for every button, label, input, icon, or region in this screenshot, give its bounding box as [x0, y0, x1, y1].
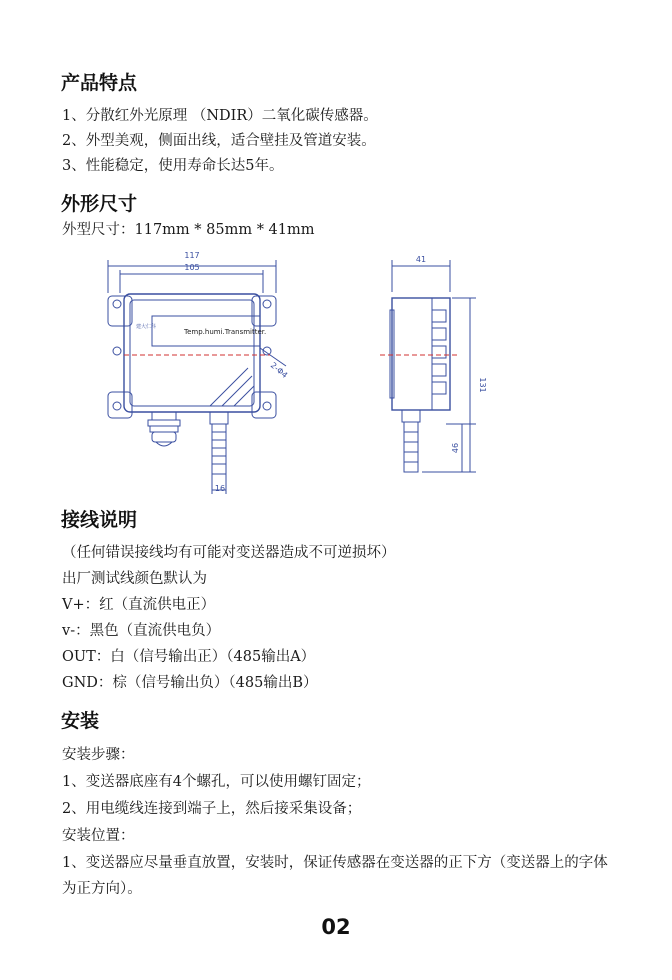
install-position-1: 1、变送器应尽量垂直放置，安装时，保证传感器在变送器的正下方（变送器上的字体为正方向）。: [62, 855, 608, 897]
wiring-warning: （任何错误接线均有可能对变送器造成不可逆损坏）: [62, 545, 396, 561]
logo-text: 建大仁科: [136, 324, 157, 330]
wiring-vminus: v-：黑色（直流供电负）: [62, 623, 221, 639]
wiring-gnd: GND：棕（信号输出负）（485输出B）: [62, 675, 318, 691]
dim-117-label: 117: [184, 251, 200, 260]
install-position-label: 安装位置：: [62, 828, 135, 844]
features-heading: 产品特点: [61, 72, 138, 94]
dim-105-label: 105: [184, 263, 200, 272]
dim-46-label: 46: [451, 442, 460, 454]
dim-131-label: 131: [478, 377, 487, 393]
hole-label: 2-Φ4: [268, 360, 290, 380]
device-label: Temp.humi.Transmitter.: [184, 328, 267, 336]
wiring-default-colors: 出厂测试线颜色默认为: [62, 571, 207, 587]
dimensions-heading: 外形尺寸: [61, 193, 138, 215]
install-step-2: 2、用电缆线连接到端子上，然后接采集设备；: [62, 801, 362, 817]
dimension-drawing: [100, 248, 490, 498]
page-number: 02: [321, 915, 351, 939]
feature-item-1: 1、分散红外光原理 （NDIR）二氧化碳传感器。: [62, 108, 378, 124]
dimensions-text: 外型尺寸：117mm * 85mm * 41mm: [62, 222, 315, 238]
dimension-drawing-svg: [100, 248, 490, 498]
dim-41-label: 41: [415, 255, 427, 264]
feature-item-2: 2、外型美观，侧面出线，适合壁挂及管道安装。: [62, 133, 376, 149]
feature-item-3: 3、性能稳定，使用寿命长达5年。: [62, 158, 284, 174]
wiring-vplus: V+：红（直流供电正）: [62, 597, 216, 613]
dim-16-label: 16: [214, 484, 226, 493]
install-steps-label: 安装步骤：: [62, 747, 135, 763]
wiring-heading: 接线说明: [61, 509, 138, 531]
wiring-out: OUT：白（信号输出正）（485输出A）: [62, 649, 316, 665]
install-step-1: 1、变送器底座有4个螺孔，可以使用螺钉固定；: [62, 774, 371, 790]
install-heading: 安装: [61, 710, 100, 732]
